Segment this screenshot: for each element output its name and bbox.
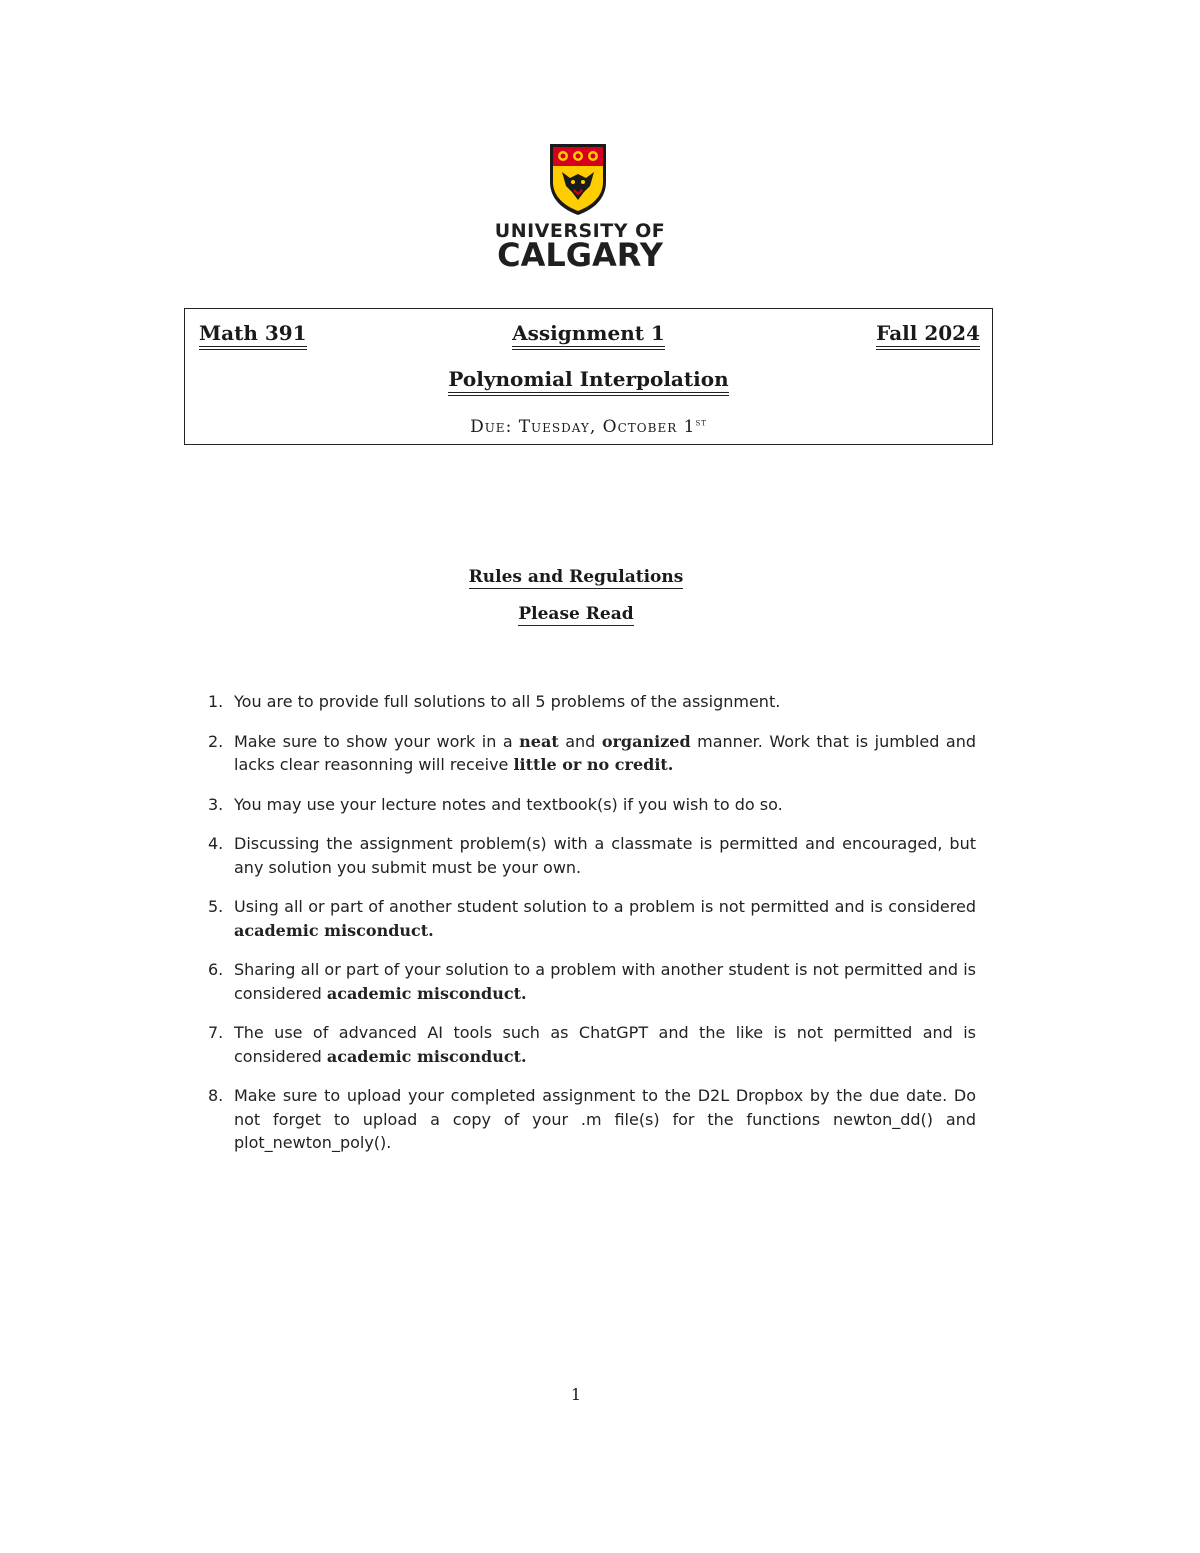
rules-heading xyxy=(0,566,1152,589)
rule-emphasis: academic misconduct. xyxy=(326,983,527,1003)
rule-text: Using all or part of another student solution to a problem is not permitted and is considered xyxy=(234,897,976,916)
rule-number: 7. xyxy=(208,1023,224,1042)
rule-text: You are to provide full solutions to all 5 problems of the assignment. xyxy=(234,692,781,711)
rule-number: 1. xyxy=(208,692,224,711)
due-date-text: Due: Tuesday, October 1 xyxy=(470,417,696,437)
rule-emphasis: little or no credit. xyxy=(513,755,674,774)
rule-item xyxy=(200,895,976,942)
rule-emphasis: neat xyxy=(519,731,559,751)
due-date-suffix: st xyxy=(695,417,707,429)
logo-line-1: UNIVERSITY OF xyxy=(494,220,666,242)
rules-heading-text: Rules and Regulations xyxy=(468,567,684,587)
due-date xyxy=(185,417,992,437)
rule-number: 6. xyxy=(208,960,224,979)
rule-text: Sharing all or part of your solution to a problem with another student is not permitted and is considered xyxy=(234,960,976,1003)
rule-item xyxy=(200,958,976,1005)
rule-item xyxy=(200,1021,976,1068)
assignment-header xyxy=(184,308,993,445)
rules-list xyxy=(200,690,976,1171)
assignment-topic: Polynomial Interpolation xyxy=(448,367,728,396)
rule-item xyxy=(200,793,976,817)
term: Fall 2024 xyxy=(876,321,980,350)
logo-line-2: CALGARY xyxy=(497,236,663,274)
university-crest-icon xyxy=(548,142,608,216)
rule-text: You may use your lecture notes and textbook(s) if you wish to do so. xyxy=(234,794,783,814)
rule-text: Discussing the assignment problem(s) with a classmate is permitted and encouraged, but any solution you submit must be your own. xyxy=(234,834,976,877)
rule-emphasis: organized xyxy=(601,731,691,751)
please-read-text: Please Read xyxy=(518,604,634,624)
rule-item xyxy=(200,690,976,714)
rule-item xyxy=(200,730,976,777)
rule-text: Make sure to upload your completed assignment to the D2L Dropbox by the due date. Do not forget to upload a copy of your .m file(s) for the functions newton_dd() and plot_newton_poly(). xyxy=(234,1086,976,1152)
rule-number: 4. xyxy=(208,834,224,853)
rule-number: 2. xyxy=(208,731,224,751)
rule-text: and xyxy=(558,731,602,751)
rule-emphasis: academic misconduct. xyxy=(234,920,434,940)
rule-number: 3. xyxy=(208,794,224,814)
rule-number: 5. xyxy=(208,897,224,916)
rule-text: The use of advanced AI tools such as ChatGPT and the like is not permitted and is considered xyxy=(234,1023,976,1066)
rule-item xyxy=(200,1084,976,1155)
page-number: 1 xyxy=(570,1385,582,1404)
rule-emphasis: academic misconduct. xyxy=(326,1046,527,1066)
rule-item xyxy=(200,832,976,879)
course-name: Math 391 xyxy=(199,321,307,350)
assignment-title: Assignment 1 xyxy=(512,321,665,350)
please-read-heading xyxy=(0,603,1152,626)
rule-text: Make sure to show your work in a xyxy=(234,731,520,751)
rule-number: 8. xyxy=(208,1086,224,1105)
rule-text: manner. Work that is jumbled and lacks clear reasonning will receive xyxy=(234,731,976,774)
